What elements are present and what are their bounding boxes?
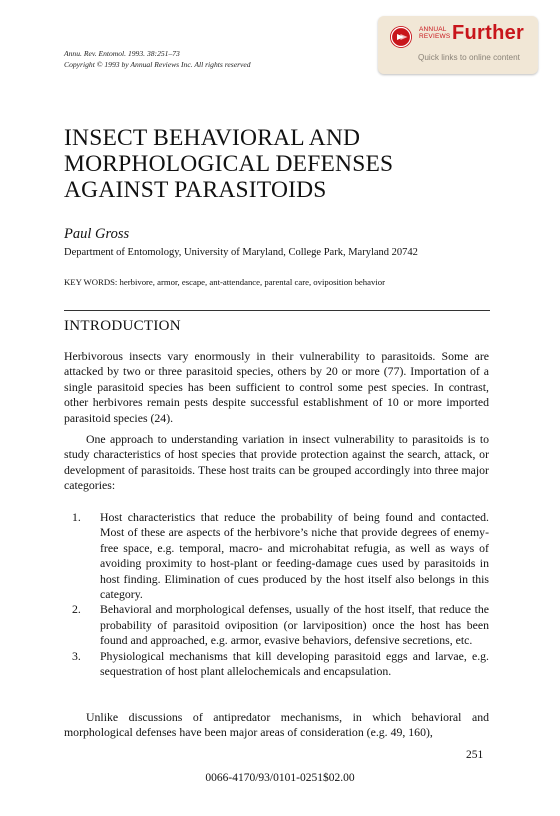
list-item-text: Behavioral and morphological defenses, usually of the host itself, that reduce the probability of parasitoid oviposition (or larviposition) once the host has been found and approached, e.g. armor, evasive behaviors, defensive secretions, etc. [100, 602, 489, 648]
list-item-text: Host characteristics that reduce the probability of being found and contacted. Most of these are aspects of the herbivore’s niche that provide degrees of enemy-free space, e.g. temporal, macro- and microhabitat refugia, as well as ways of avoiding proximity to host-plant or feeding-damage cues used by parasitoids in host finding. Elimination of cues produced by the host itself also belongs in this category. [100, 510, 489, 602]
journal-citation [64, 48, 251, 70]
further-tagline: Quick links to online content [418, 53, 520, 62]
paragraph: Herbivorous insects vary enormously in their vulnerability to parasitoids. Some are attacked by two or three parasitoid species, others by 20 or more (77). Importation of a single parasitoid species has been sufficient to control some pest species. In contrast, other herbivores remain pests despite successful establishment of 10 or more imported parasitoid species (24). [64, 349, 489, 425]
further-links-badge[interactable] [378, 16, 538, 74]
page-number: 251 [466, 749, 484, 761]
section-divider [64, 310, 490, 311]
numbered-list [64, 510, 489, 679]
citation-line-copyright: Copyright © 1993 by Annual Reviews Inc. All rights reserved [64, 60, 251, 69]
list-item [64, 510, 489, 602]
paragraph: One approach to understanding variation in insect vulnerability to parasitoids is to study characteristics of host species that provide protection against the search, attack, or development of parasitoids. These host traits can be grouped accordingly into three major categories: [64, 432, 489, 493]
annual-reviews-wordmark [419, 26, 450, 40]
paragraph: Unlike discussions of antipredator mechanisms, in which behavioral and morphological defenses have been major areas of consideration (e.g. 49, 160), [64, 710, 489, 740]
author-affiliation: Department of Entomology, University of Maryland, College Park, Maryland 20742 [64, 247, 418, 258]
annual-reviews-logo-icon [390, 26, 412, 48]
title-line: MORPHOLOGICAL DEFENSES [64, 151, 394, 177]
list-item-number: 1. [72, 510, 81, 524]
brand-line-annual: ANNUAL [419, 26, 447, 33]
further-label: Further [452, 22, 525, 44]
list-item-number: 2. [72, 602, 81, 617]
citation-line-journal: Annu. Rev. Entomol. 1993. 38:251–73 [64, 49, 180, 58]
list-item-text: Physiological mechanisms that kill developing parasitoid eggs and larvae, e.g. sequestration of host plant allelochemicals and encapsulation. [100, 648, 489, 679]
title-line: INSECT BEHAVIORAL AND [64, 125, 361, 151]
article-title [64, 125, 393, 203]
title-line: AGAINST PARASITOIDS [64, 177, 327, 203]
list-item [64, 602, 489, 648]
footer-code: 0066-4170/93/0101-0251$02.00 [205, 772, 355, 784]
list-item-number: 3. [72, 648, 81, 663]
list-item [64, 649, 489, 680]
brand-line-reviews: REVIEWS [419, 33, 451, 40]
keywords: KEY WORDS: herbivore, armor, escape, ant-attendance, parental care, oviposition behavior [64, 277, 385, 287]
section-heading: INTRODUCTION [64, 318, 181, 334]
author-name: Paul Gross [64, 226, 130, 242]
